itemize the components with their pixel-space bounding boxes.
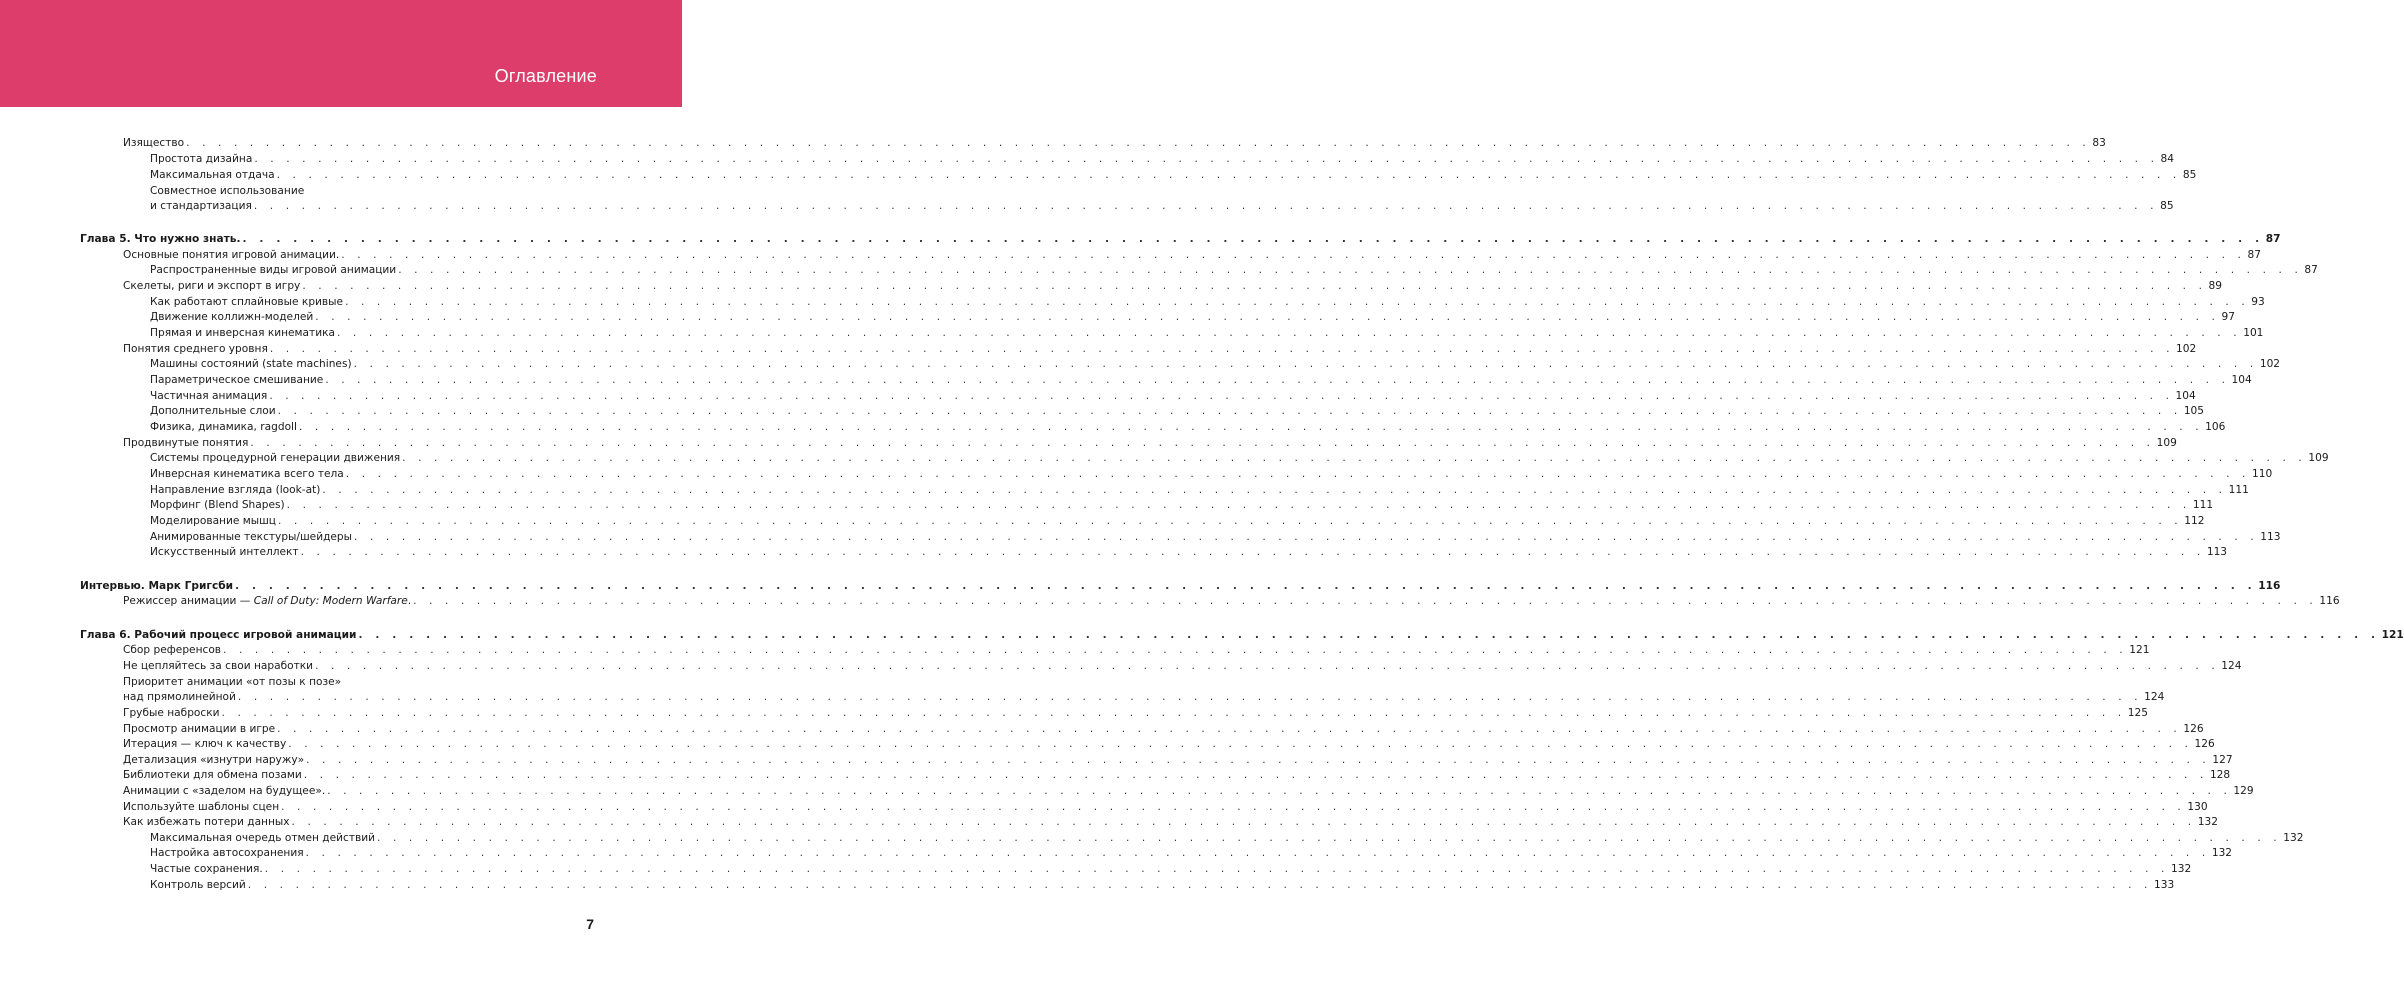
header-banner (0, 0, 682, 107)
toc-entry-row (150, 467, 2273, 482)
dot-leader: . . . . . . . . . . . . . . . . . . . . . . . . . . . . . . . . . . . . . . . . . . . . . . . . . . . . . . . . . . . . . . . . . . . . . . . . . . . . . . . . . . . . . . . . . . . . . . . . . . . . . . . . . . . . . . . . . . . . . . . . (315, 660, 2220, 672)
toc-entry (0, 831, 2304, 846)
toc-entry-row (150, 373, 2252, 388)
toc-entry-row (123, 800, 2208, 815)
toc-entry-title: Частые сохранения. (150, 863, 263, 875)
toc-entry (0, 545, 2228, 560)
toc-entry-page: 109 (2308, 452, 2329, 464)
page-number: 7 (586, 916, 594, 932)
toc-entry (0, 199, 2174, 214)
toc-entry (0, 675, 682, 690)
dot-leader: . . . . . . . . . . . . . . . . . . . . . . . . . . . . . . . . . . . . . . . . . . . . . . . . . . . . . . . . . . . . . . . . . . . . . . . . . . . . . . . . . . . . . . . . . . . . . . . . . . . . . . . . . . . . . . . . . . . . . . . . (237, 691, 2143, 703)
dot-leader: . . . . . . . . . . . . . . . . . . . . . . . . . . . . . . . . . . . . . . . . . . . . . . . . . . . . . . . . . . . . . . . . . . . . . . . . . . . . . . . . . . . . . . . . . . . . . . . . . . . . . . . . . . . . . . . . . . . . . . . . (291, 816, 2196, 828)
dot-leader: . . . . . . . . . . . . . . . . . . . . . . . . . . . . . . . . . . . . . . . . . . . . . . . . . . . . . . . . . . . . . . . . . . . . . . . . . . . . . . . . . . . . . . . . . . . . . . . . . . . . . . . . . . . . . . . . . . . . . . . . (286, 499, 2191, 511)
toc-entry-title: Прямая и инверсная кинематика (150, 327, 335, 339)
toc-entry-title: Максимальная очередь отмен действий (150, 832, 376, 844)
toc-entry-page: 126 (2194, 738, 2215, 750)
toc-entry-title: Основные понятия игровой анимации. (123, 249, 340, 261)
toc-entry-page: 102 (2259, 358, 2281, 370)
toc-entry (0, 530, 2281, 545)
dot-leader: . . . . . . . . . . . . . . . . . . . . . . . . . . . . . . . . . . . . . . . . . . . . . . . . . . . . . . . . . . . . . . . . . . . . . . . . . . . . . . . . . . . . . . . . . . . . . . . . . . . . . . . . . . . . . . . . . . . . . . . . (264, 863, 2170, 875)
toc-entry-title: Понятия среднего уровня (123, 343, 268, 355)
toc-entry-row (150, 263, 2318, 278)
toc-entry-page: 127 (2212, 754, 2233, 766)
toc-entry-page: 93 (2251, 296, 2265, 308)
toc-entry-title: Продвинутые понятия (123, 437, 249, 449)
dot-leader: . . . . . . . . . . . . . . . . . . . . . . . . . . . . . . . . . . . . . . . . . . . . . . . . . . . . . . . . . . . . . . . . . . . . . . . . . . . . . . . . . . . . . . . . . . . . . . . . . . . . . . . . . . . . . . . . . . . . . . . . (353, 358, 2258, 370)
toc-entry-page: 104 (2231, 374, 2252, 386)
dot-leader: . . . . . . . . . . . . . . . . . . . . . . . . . . . . . . . . . . . . . . . . . . . . . . . . . . . . . . . . . . . . . . . . . . . . . . . . . . . . . . . . . . . . . . . . . . . . . . . . . . . . . . . . . . . . . . . . . . . . . . . . (413, 595, 2318, 607)
toc-entry-title: Движение коллижн-моделей (150, 311, 314, 323)
toc-entry-title: Морфинг (Blend Shapes) (150, 499, 285, 511)
toc-entry (0, 706, 2148, 721)
toc-entry-title: Дополнительные слои (150, 405, 276, 417)
toc-entry-row (150, 310, 2235, 325)
toc-entry-title: Анимированные текстуры/шейдеры (150, 531, 353, 543)
toc-entry-row (150, 498, 2214, 513)
toc-entry-row (80, 628, 2404, 643)
toc-entry-title: Инверсная кинематика всего тела (150, 468, 344, 480)
toc-entry (0, 342, 2197, 357)
dot-leader: . . . . . . . . . . . . . . . . . . . . . . . . . . . . . . . . . . . . . . . . . . . . . . . . . . . . . . . . . . . . . . . . . . . . . . . . . . . . . . . . . . . . . . . . . . . . . . . . . . . . . . . . . . . . . . . . . . . . . . . . (300, 546, 2205, 558)
dot-leader: . . . . . . . . . . . . . . . . . . . . . . . . . . . . . . . . . . . . . . . . . . . . . . . . . . . . . . . . . . . . . . . . . . . . . . . . . . . . . . . . . . . . . . . . . . . . . . . . . . . . . . . . . . . . . . . . . . . . . . . . (254, 153, 2159, 165)
toc-entry-row (123, 342, 2197, 357)
toc-entry-row (150, 357, 2281, 372)
toc-entry (0, 184, 682, 199)
toc-entry-page: 132 (2171, 863, 2192, 875)
toc-entry-row (150, 451, 2329, 466)
toc-entry-row (123, 594, 2340, 609)
toc-entry (0, 232, 2281, 247)
toc-entry-title: Моделирование мышц (150, 515, 277, 527)
toc-entry-title: Режиссер анимации — Call of Duty: Modern Warfare. (123, 595, 412, 607)
toc-entry-row (80, 232, 2281, 247)
toc-entry (0, 467, 2273, 482)
toc-entry-page: 106 (2205, 421, 2226, 433)
toc-entry-page: 97 (2221, 311, 2235, 323)
toc-entry (0, 768, 2231, 783)
toc-entry-title: Как работают сплайновые кривые (150, 296, 344, 308)
toc-entry-title: Грубые наброски (123, 707, 220, 719)
toc-entry-page: 124 (2221, 660, 2242, 672)
toc-entry-page: 87 (2247, 249, 2261, 261)
toc-entry-title: Контроль версий (150, 879, 246, 891)
toc-entry-title: Глава 5. Что нужно знать. (80, 233, 241, 245)
toc-entry-page: 132 (2211, 847, 2233, 859)
toc-entry-row (123, 706, 2148, 721)
toc-entry-title: Библиотеки для обмена позами (123, 769, 302, 781)
toc-entry (0, 373, 2252, 388)
toc-entry-page: 132 (2197, 816, 2218, 828)
toc-entry-page: 87 (2304, 264, 2318, 276)
dot-leader: . . . . . . . . . . . . . . . . . . . . . . . . . . . . . . . . . . . . . . . . . . . . . . . . . . . . . . . . . . . . . . . . . . . . . . . . . . . . . . . . . . . . . . . . . . . . . . . . . . . . . . . . . . . . . . . . . . . . . . . . (235, 580, 2257, 592)
toc-entry-row (123, 753, 2233, 768)
toc-entry-row (150, 831, 2304, 846)
dot-leader: . . . . . . . . . . . . . . . . . . . . . . . . . . . . . . . . . . . . . . . . . . . . . . . . . . . . . . . . . . . . . . . . . . . . . . . . . . . . . . . . . . . . . . . . . . . . . . . . . . . . . . . . . . . . . . . . . . . . . . . . (269, 343, 2175, 355)
toc-entry-page: 102 (2176, 343, 2197, 355)
toc-entry-page: 113 (2260, 531, 2281, 543)
toc-entry-row (150, 420, 2226, 435)
dot-leader: . . . . . . . . . . . . . . . . . . . . . . . . . . . . . . . . . . . . . . . . . . . . . . . . . . . . . . . . . . . . . . . . . . . . . . . . . . . . . . . . . . . . . . . . . . . . . . . . . . . . . . . . . . . . . . . . . . . . . . . . (221, 707, 2126, 719)
toc-entry-row (150, 295, 2265, 310)
dot-leader: . . . . . . . . . . . . . . . . . . . . . . . . . . . . . . . . . . . . . . . . . . . . . . . . . . . . . . . . . . . . . . . . . . . . . . . . . . . . . . . . . . . . . . . . . . . . . . . . . . . . . . . . . . . . . . . . . . . . . . . . (242, 233, 2264, 245)
toc-entry-title: Сбор референсов (123, 644, 222, 656)
dot-leader: . . . . . . . . . . . . . . . . . . . . . . . . . . . . . . . . . . . . . . . . . . . . . . . . . . . . . . . . . . . . . . . . . . . . . . . . . . . . . . . . . . . . . . . . . . . . . . . . . . . . . . . . . . . . . . . . . . . . . . . . (288, 738, 2193, 750)
toc-entry (0, 326, 2264, 341)
toc-entry-row (80, 579, 2281, 594)
toc-entry-title: и стандартизация (150, 200, 252, 212)
dot-leader: . . . . . . . . . . . . . . . . . . . . . . . . . . . . . . . . . . . . . . . . . . . . . . . . . . . . . . . . . . . . . . . . . . . . . . . . . . . . . . . . . . . . . . . . . . . . . . . . . . . . . . . . . . . . . . . . . . . . . . . . (303, 769, 2208, 781)
toc-entry-page: 111 (2228, 484, 2249, 496)
toc-entry (0, 737, 2215, 752)
dot-leader: . . . . . . . . . . . . . . . . . . . . . . . . . . . . . . . . . . . . . . . . . . . . . . . . . . . . . . . . . . . . . . . . . . . . . . . . . . . . . . . . . . . . . . . . . . . . . . . . . . . . . . . . . . . . . . . . . . . . . . . . (354, 531, 2259, 543)
dot-leader: . . . . . . . . . . . . . . . . . . . . . . . . . . . . . . . . . . . . . . . . . . . . . . . . . . . . . . . . . . . . . . . . . . . . . . . . . . . . . . . . . . . . . . . . . . . . . . . . . . . . . . . . . . . . . . . . . . . . . . . . (327, 785, 2232, 797)
toc-entry-title: Частичная анимация (150, 390, 268, 402)
toc-entry-row (150, 199, 2174, 214)
toc-entry (0, 451, 2329, 466)
dot-leader: . . . . . . . . . . . . . . . . . . . . . . . . . . . . . . . . . . . . . . . . . . . . . . . . . . . . . . . . . . . . . . . . . . . . . . . . . . . . . . . . . . . . . . . . . . . . . . . . . . . . . . . . . . . . . . . . . . . . . . . . (305, 847, 2210, 859)
toc-entry (0, 404, 2205, 419)
toc-entry-page: 124 (2144, 691, 2165, 703)
toc-entry-row (123, 737, 2215, 752)
toc-entry-title: Итерация — ключ к качеству (123, 738, 287, 750)
toc-entry-page: 104 (2175, 390, 2196, 402)
toc-entry (0, 628, 2404, 643)
toc-entry (0, 436, 2177, 451)
toc-entry-title: Не цепляйтесь за свои наработки (123, 660, 314, 672)
toc-entry-page: 116 (2319, 595, 2340, 607)
toc-entry-page: 121 (2381, 629, 2404, 641)
dot-leader: . . . . . . . . . . . . . . . . . . . . . . . . . . . . . . . . . . . . . . . . . . . . . . . . . . . . . . . . . . . . . . . . . . . . . . . . . . . . . . . . . . . . . . . . . . . . . . . . . . . . . . . . . . . . . . . . . . . . . . . . (302, 280, 2207, 292)
toc-entry-page: 126 (2183, 723, 2204, 735)
dot-leader: . . . . . . . . . . . . . . . . . . . . . . . . . . . . . . . . . . . . . . . . . . . . . . . . . . . . . . . . . . . . . . . . . . . . . . . . . . . . . . . . . . . . . . . . . . . . . . . . . . . . . . . . . . . . . . . . . . . . . . . . (322, 484, 2227, 496)
toc-entry-row (150, 846, 2233, 861)
toc-entry (0, 136, 2106, 151)
toc-entry-row (150, 545, 2228, 560)
toc-entry-row (123, 768, 2231, 783)
dot-leader: . . . . . . . . . . . . . . . . . . . . . . . . . . . . . . . . . . . . . . . . . . . . . . . . . . . . . . . . . . . . . . . . . . . . . . . . . . . . . . . . . . . . . . . . . . . . . . . . . . . . . . . . . . . . . . . . . . . . . . . . (358, 629, 2380, 641)
toc-entry-row (123, 136, 2106, 151)
dot-leader: . . . . . . . . . . . . . . . . . . . . . . . . . . . . . . . . . . . . . . . . . . . . . . . . . . . . . . . . . . . . . . . . . . . . . . . . . . . . . . . . . . . . . . . . . . . . . . . . . . . . . . . . . . . . . . . . . . . . . . . . (281, 801, 2186, 813)
toc-entry-row (123, 659, 2242, 674)
toc-entry-title: Детализация «изнутри наружу» (123, 754, 305, 766)
toc-entry-page: 113 (2206, 546, 2228, 558)
toc-entry-title: Параметрическое смешивание (150, 374, 324, 386)
toc-entry-row (150, 389, 2196, 404)
toc-entry-page: 85 (2182, 169, 2197, 181)
toc-entry-row (150, 530, 2281, 545)
dot-leader: . . . . . . . . . . . . . . . . . . . . . . . . . . . . . . . . . . . . . . . . . . . . . . . . . . . . . . . . . . . . . . . . . . . . . . . . . . . . . . . . . . . . . . . . . . . . . . . . . . . . . . . . . . . . . . . . . . . . . . . . (278, 515, 2183, 527)
toc-entry-row (123, 279, 2223, 294)
toc-entry-row (150, 483, 2249, 498)
toc-entry-page: 84 (2160, 153, 2175, 165)
dot-leader: . . . . . . . . . . . . . . . . . . . . . . . . . . . . . . . . . . . . . . . . . . . . . . . . . . . . . . . . . . . . . . . . . . . . . . . . . . . . . . . . . . . . . . . . . . . . . . . . . . . . . . . . . . . . . . . . . . . . . . . . (253, 200, 2159, 212)
dot-leader: . . . . . . . . . . . . . . . . . . . . . . . . . . . . . . . . . . . . . . . . . . . . . . . . . . . . . . . . . . . . . . . . . . . . . . . . . . . . . . . . . . . . . . . . . . . . . . . . . . . . . . . . . . . . . . . . . . . . . . . . (345, 468, 2251, 480)
toc-entry-row (150, 862, 2192, 877)
toc-entry-row (123, 436, 2177, 451)
toc-entry (0, 862, 2192, 877)
toc-entry-title: Глава 6. Рабочий процесс игровой анимации (80, 629, 357, 641)
toc-entry-title: Скелеты, риги и экспорт в игру (123, 280, 301, 292)
toc-entry-page: 101 (2243, 327, 2264, 339)
toc-entry (0, 483, 2249, 498)
toc-entry (0, 357, 2281, 372)
dot-leader: . . . . . . . . . . . . . . . . . . . . . . . . . . . . . . . . . . . . . . . . . . . . . . . . . . . . . . . . . . . . . . . . . . . . . . . . . . . . . . . . . . . . . . . . . . . . . . . . . . . . . . . . . . . . . . . . . . . . . . . . (250, 437, 2155, 449)
toc-entry (0, 168, 2197, 183)
toc-entry (0, 784, 2254, 799)
toc-entry (0, 690, 2165, 705)
toc-entry-page: 129 (2233, 785, 2254, 797)
dot-leader: . . . . . . . . . . . . . . . . . . . . . . . . . . . . . . . . . . . . . . . . . . . . . . . . . . . . . . . . . . . . . . . . . . . . . . . . . . . . . . . . . . . . . . . . . . . . . . . . . . . . . . . . . . . . . . . . . . . . . . . . (247, 879, 2152, 891)
toc-entry (0, 420, 2226, 435)
toc-entry-title: Изящество (123, 137, 185, 149)
toc-entry (0, 594, 2340, 609)
dot-leader: . . . . . . . . . . . . . . . . . . . . . . . . . . . . . . . . . . . . . . . . . . . . . . . . . . . . . . . . . . . . . . . . . . . . . . . . . . . . . . . . . . . . . . . . . . . . . . . . . . . . . . . . . . . . . . . . . . . . . . . . (223, 644, 2128, 656)
toc-entry-title: Физика, динамика, ragdoll (150, 421, 297, 433)
toc-entry-page: 128 (2209, 769, 2231, 781)
toc-entry-row (150, 878, 2175, 893)
dot-leader: . . . . . . . . . . . . . . . . . . . . . . . . . . . . . . . . . . . . . . . . . . . . . . . . . . . . . . . . . . . . . . . . . . . . . . . . . . . . . . . . . . . . . . . . . . . . . . . . . . . . . . . . . . . . . . . . . . . . . . . . (269, 390, 2174, 402)
toc-entry (0, 846, 2233, 861)
toc-entry-title: Как избежать потери данных (123, 816, 290, 828)
toc-entry-row (123, 784, 2254, 799)
dot-leader: . . . . . . . . . . . . . . . . . . . . . . . . . . . . . . . . . . . . . . . . . . . . . . . . . . . . . . . . . . . . . . . . . . . . . . . . . . . . . . . . . . . . . . . . . . . . . . . . . . . . . . . . . . . . . . . . . . . . . . . . (402, 452, 2307, 464)
toc-entry-row (123, 722, 2204, 737)
toc-entry-row (150, 168, 2197, 183)
dot-leader: . . . . . . . . . . . . . . . . . . . . . . . . . . . . . . . . . . . . . . . . . . . . . . . . . . . . . . . . . . . . . . . . . . . . . . . . . . . . . . . . . . . . . . . . . . . . . . . . . . . . . . . . . . . . . . . . . . . . . . . . (186, 137, 2091, 149)
toc-entry-row (123, 690, 2165, 705)
toc-entry-row (150, 326, 2264, 341)
toc-entry-page: 121 (2129, 644, 2150, 656)
toc-entry (0, 152, 2175, 167)
toc-entry-page: 105 (2183, 405, 2205, 417)
dot-leader: . . . . . . . . . . . . . . . . . . . . . . . . . . . . . . . . . . . . . . . . . . . . . . . . . . . . . . . . . . . . . . . . . . . . . . . . . . . . . . . . . . . . . . . . . . . . . . . . . . . . . . . . . . . . . . . . . . . . . . . . (306, 754, 2211, 766)
toc-entry-page: 130 (2187, 801, 2208, 813)
toc-entry-row (123, 643, 2150, 658)
dot-leader: . . . . . . . . . . . . . . . . . . . . . . . . . . . . . . . . . . . . . . . . . . . . . . . . . . . . . . . . . . . . . . . . . . . . . . . . . . . . . . . . . . . . . . . . . . . . . . . . . . . . . . . . . . . . . . . . . . . . . . . . (277, 405, 2182, 417)
toc-entry-page: 125 (2127, 707, 2148, 719)
toc-entry (0, 659, 2242, 674)
toc-entry (0, 878, 2175, 893)
toc-entry-row (150, 152, 2175, 167)
toc-entry-title: Максимальная отдача (150, 169, 275, 181)
toc-entry (0, 248, 2261, 263)
page-title: Оглавление (494, 66, 597, 86)
toc-entry-row (123, 815, 2218, 830)
toc-entry-title: Системы процедурной генерации движения (150, 452, 401, 464)
dot-leader: . . . . . . . . . . . . . . . . . . . . . . . . . . . . . . . . . . . . . . . . . . . . . . . . . . . . . . . . . . . . . . . . . . . . . . . . . . . . . . . . . . . . . . . . . . . . . . . . . . . . . . . . . . . . . . . . . . . . . . . . (325, 374, 2230, 386)
dot-leader: . . . . . . . . . . . . . . . . . . . . . . . . . . . . . . . . . . . . . . . . . . . . . . . . . . . . . . . . . . . . . . . . . . . . . . . . . . . . . . . . . . . . . . . . . . . . . . . . . . . . . . . . . . . . . . . . . . . . . . . . (315, 311, 2220, 323)
dot-leader: . . . . . . . . . . . . . . . . . . . . . . . . . . . . . . . . . . . . . . . . . . . . . . . . . . . . . . . . . . . . . . . . . . . . . . . . . . . . . . . . . . . . . . . . . . . . . . . . . . . . . . . . . . . . . . . . . . . . . . . . (277, 723, 2182, 735)
toc-entry-page: 111 (2192, 499, 2214, 511)
toc-entry-title: Направление взгляда (look-at) (150, 484, 321, 496)
toc-entry-title: Распространенные виды игровой анимации (150, 264, 397, 276)
toc-entry (0, 279, 2223, 294)
toc-entry (0, 643, 2150, 658)
toc-entry-title: Просмотр анимации в игре (123, 723, 276, 735)
toc-entry-page: 83 (2092, 137, 2106, 149)
dot-leader: . . . . . . . . . . . . . . . . . . . . . . . . . . . . . . . . . . . . . . . . . . . . . . . . . . . . . . . . . . . . . . . . . . . . . . . . . . . . . . . . . . . . . . . . . . . . . . . . . . . . . . . . . . . . . . . . . . . . . . . . (298, 421, 2204, 433)
toc-entry-title: Используйте шаблоны сцен (123, 801, 280, 813)
toc-entry-title: Приоритет анимации «от позы к позе» (123, 676, 342, 688)
toc-entry-page: 89 (2208, 280, 2223, 292)
toc-entry-page: 109 (2156, 437, 2177, 449)
toc-entry-page: 133 (2154, 879, 2175, 891)
toc-entry (0, 579, 2281, 594)
toc-entry-title: Совместное использование (150, 185, 305, 197)
toc-entry-page: 87 (2265, 233, 2281, 245)
toc-entry-row (123, 248, 2261, 263)
dot-leader: . . . . . . . . . . . . . . . . . . . . . . . . . . . . . . . . . . . . . . . . . . . . . . . . . . . . . . . . . . . . . . . . . . . . . . . . . . . . . . . . . . . . . . . . . . . . . . . . . . . . . . . . . . . . . . . . . . . . . . . . (377, 832, 2282, 844)
toc-entry (0, 800, 2208, 815)
dot-leader: . . . . . . . . . . . . . . . . . . . . . . . . . . . . . . . . . . . . . . . . . . . . . . . . . . . . . . . . . . . . . . . . . . . . . . . . . . . . . . . . . . . . . . . . . . . . . . . . . . . . . . . . . . . . . . . . . . . . . . . . (276, 169, 2181, 181)
toc-entry (0, 514, 2205, 529)
toc-entry-title: над прямолинейной (123, 691, 236, 703)
toc-entry-title: Анимации с «заделом на будущее». (123, 785, 326, 797)
dot-leader: . . . . . . . . . . . . . . . . . . . . . . . . . . . . . . . . . . . . . . . . . . . . . . . . . . . . . . . . . . . . . . . . . . . . . . . . . . . . . . . . . . . . . . . . . . . . . . . . . . . . . . . . . . . . . . . . . . . . . . . . (398, 264, 2303, 276)
toc-entry-row (150, 404, 2205, 419)
toc-entry (0, 815, 2218, 830)
toc-entry-page: 112 (2184, 515, 2205, 527)
toc-entry-title: Настройка автосохранения (150, 847, 304, 859)
toc-entry-title: Машины состояний (state machines) (150, 358, 352, 370)
toc-entry-title: Искусственный интеллект (150, 546, 299, 558)
toc-entry (0, 263, 2318, 278)
toc-entry-page: 110 (2252, 468, 2273, 480)
toc-entry (0, 753, 2233, 768)
toc-entry-row (150, 514, 2205, 529)
toc-entry (0, 295, 2265, 310)
toc-entry (0, 498, 2214, 513)
toc-entry (0, 722, 2204, 737)
toc-entry-title: Простота дизайна (150, 153, 253, 165)
toc-entry-page: 116 (2258, 580, 2281, 592)
dot-leader: . . . . . . . . . . . . . . . . . . . . . . . . . . . . . . . . . . . . . . . . . . . . . . . . . . . . . . . . . . . . . . . . . . . . . . . . . . . . . . . . . . . . . . . . . . . . . . . . . . . . . . . . . . . . . . . . . . . . . . . . (341, 249, 2246, 261)
toc-entry-title: Интервью. Марк Григсби (80, 580, 234, 592)
toc-entry-page: 85 (2160, 200, 2174, 212)
toc-entry-page: 132 (2283, 832, 2304, 844)
dot-leader: . . . . . . . . . . . . . . . . . . . . . . . . . . . . . . . . . . . . . . . . . . . . . . . . . . . . . . . . . . . . . . . . . . . . . . . . . . . . . . . . . . . . . . . . . . . . . . . . . . . . . . . . . . . . . . . . . . . . . . . . (336, 327, 2242, 339)
toc-entry (0, 310, 2235, 325)
dot-leader: . . . . . . . . . . . . . . . . . . . . . . . . . . . . . . . . . . . . . . . . . . . . . . . . . . . . . . . . . . . . . . . . . . . . . . . . . . . . . . . . . . . . . . . . . . . . . . . . . . . . . . . . . . . . . . . . . . . . . . . . (345, 296, 2250, 308)
toc-entry (0, 389, 2196, 404)
